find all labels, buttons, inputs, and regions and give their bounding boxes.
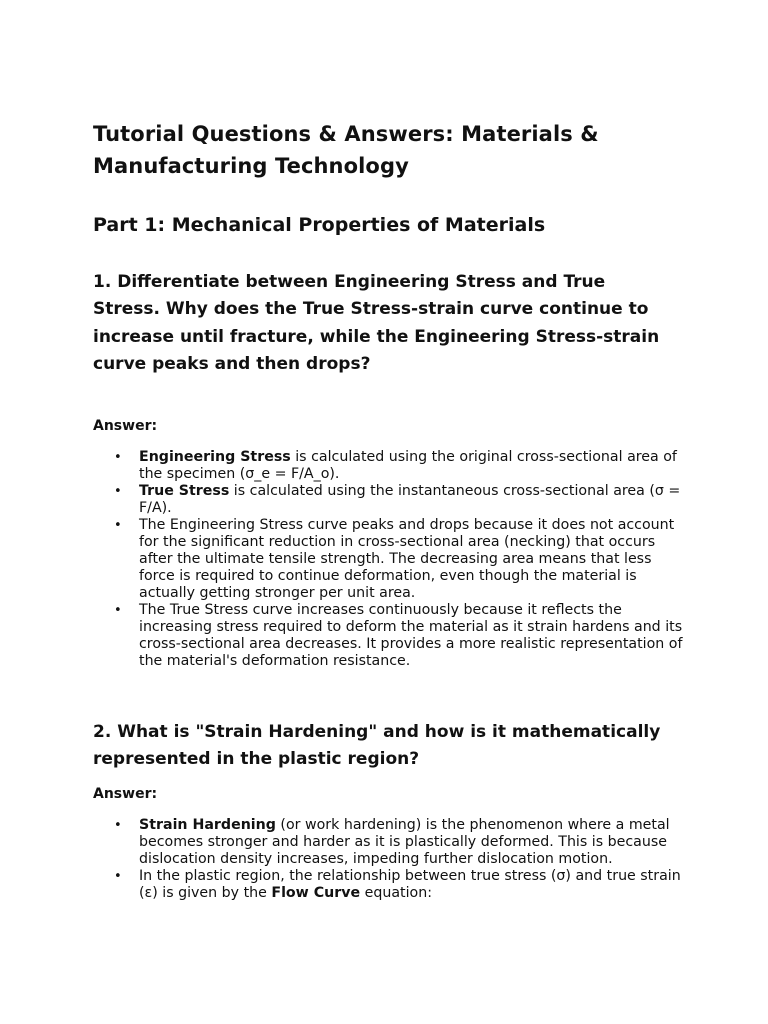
list-item-text: In the plastic region, the relationship between true stress (σ) and true strain (ε) is given by the (139, 868, 681, 901)
bullet-icon: • (114, 818, 122, 833)
list-item-text: The True Stress curve increases continuously because it reflects the increasing stress required to deform the material as it strain hardens and its cross-sectional area decreases. It provides a more realistic representation of the material's deformation resistance. (139, 602, 683, 669)
bullet-icon: • (114, 869, 122, 884)
list-item-text: is calculated using the original cross-sectional area of the specimen (σ_e = F/A_o). (139, 449, 677, 482)
answer-label-1: Answer: (93, 418, 158, 434)
term-true-stress: True Stress (139, 483, 230, 499)
answer-label-2: Answer: (93, 786, 158, 802)
list-item-text: equation: (360, 885, 432, 901)
term-flow-curve: Flow Curve (271, 885, 361, 901)
list-item (93, 602, 683, 670)
question-1: 1. Differentiate between Engineering Stress and True Stress. Why does the True Stress-strain curve continue to increase until fracture, while the Engineering Stress-strain curve peaks and then drops? (93, 272, 660, 374)
term-strain-hardening: Strain Hardening (139, 817, 276, 833)
list-item (93, 517, 683, 602)
document-title: Tutorial Questions & Answers: Materials & Manufacturing Technology (93, 122, 599, 178)
list-item (93, 449, 683, 483)
part-heading: Part 1: Mechanical Properties of Materials (93, 214, 546, 236)
answer-list-1 (93, 449, 683, 670)
list-item-text: (or work hardening) is the phenomenon where a metal becomes stronger and harder as it is plastically deformed. This is because dislocation density increases, impeding further dislocation motion. (139, 817, 670, 867)
list-item (93, 868, 683, 902)
list-item-text: The Engineering Stress curve peaks and drops because it does not account for the significant reduction in cross-sectional area (necking) that occurs after the ultimate tensile strength. The decreasing area means that less force is required to continue deformation, even though the material is actually getting stronger per unit area. (139, 517, 675, 601)
term-engineering-stress: Engineering Stress (139, 449, 291, 465)
question-2: 2. What is "Strain Hardening" and how is it mathematically represented in the plastic region? (93, 722, 661, 770)
bullet-icon: • (114, 450, 122, 465)
bullet-icon: • (114, 518, 122, 533)
bullet-icon: • (114, 603, 122, 618)
list-item (93, 483, 683, 517)
list-item-text: is calculated using the instantaneous cross-sectional area (σ = F/A). (139, 483, 681, 516)
list-item (93, 817, 683, 868)
bullet-icon: • (114, 484, 122, 499)
answer-list-2 (93, 817, 683, 902)
